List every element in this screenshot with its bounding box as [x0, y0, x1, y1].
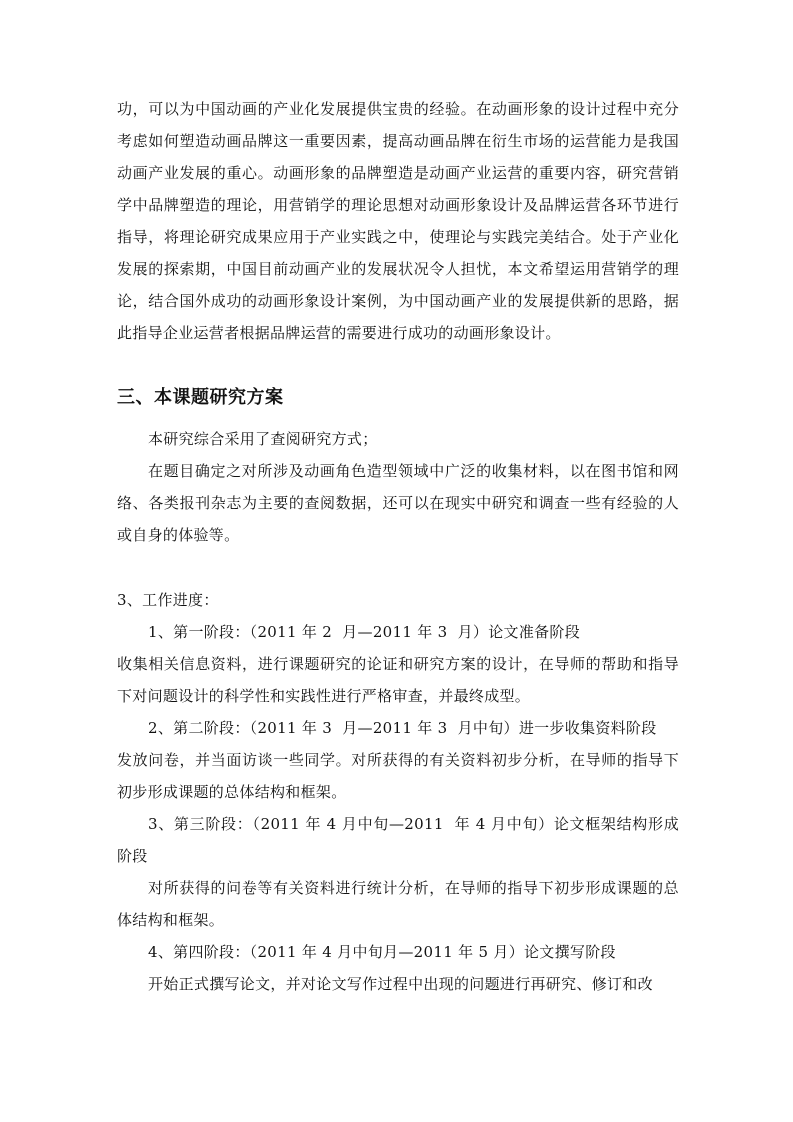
- stage4-title: 4、第四阶段：（2011 年 4 月中旬月—2011 年 5 月）论文撰写阶段: [148, 943, 616, 961]
- document-body: [117, 93, 679, 1000]
- stage1-title: 1、第一阶段：（2011 年 2 月—2011 年 3 月）论文准备阶段: [148, 623, 581, 641]
- stage3-title: 3、第三阶段：（2011 年 4 月中旬—2011 年 4 月中旬）论文框架结构形成阶段: [117, 815, 679, 865]
- stage1-body: 收集相关信息资料，进行课题研究的论证和研究方案的设计，在导师的帮助和指导下对问题设计的科学性和实践性进行严格审查，并最终成型。: [117, 655, 679, 705]
- research-materials-paragraph: 在题目确定之对所涉及动画角色造型领域中广泛的收集材料，以在图书馆和网络、各类报刊杂志为主要的查阅数据，还可以在现实中研究和调查一些有经验的人或自身的体验等。: [117, 462, 679, 544]
- stage3-body: 对所获得的问卷等有关资料进行统计分析，在导师的指导下初步形成课题的总体结构和框架。: [117, 879, 679, 929]
- research-method-paragraph: 本研究综合采用了查阅研究方式；: [148, 430, 378, 448]
- stage2-body: 发放问卷，并当面访谈一些同学。对所获得的有关资料初步分析，在导师的指导下初步形成课题的总体结构和框架。: [117, 751, 679, 801]
- stage4-body: 开始正式撰写论文，并对论文写作过程中出现的问题进行再研究、修订和改: [148, 975, 653, 993]
- section-heading-research-plan: 三、本课题研究方案: [117, 387, 284, 408]
- intro-paragraph: 功，可以为中国动画的产业化发展提供宝贵的经验。在动画形象的设计过程中充分考虑如何塑造动画品牌这一重要因素，提高动画品牌在衍生市场的运营能力是我国动画产业发展的重心。动画形象的品牌塑造是动画产业运营的重要内容，研究营销学中品牌塑造的理论，用营销学的理论思想对动画形象设计及品牌运营各环节进行指导，将理论研究成果应用于产业实践之中，使理论与实践完美结合。处于产业化发展的探索期，中国目前动画产业的发展状况令人担忧，本文希望运用营销学的理论，结合国外成功的动画形象设计案例，为中国动画产业的发展提供新的思路，据此指导企业运营者根据品牌运营的需要进行成功的动画形象设计。: [117, 100, 679, 342]
- schedule-title: 3、工作进度：: [117, 591, 219, 609]
- stage2-title: 2、第二阶段：（2011 年 3 月—2011 年 3 月中旬）进一步收集资料阶段: [148, 719, 657, 737]
